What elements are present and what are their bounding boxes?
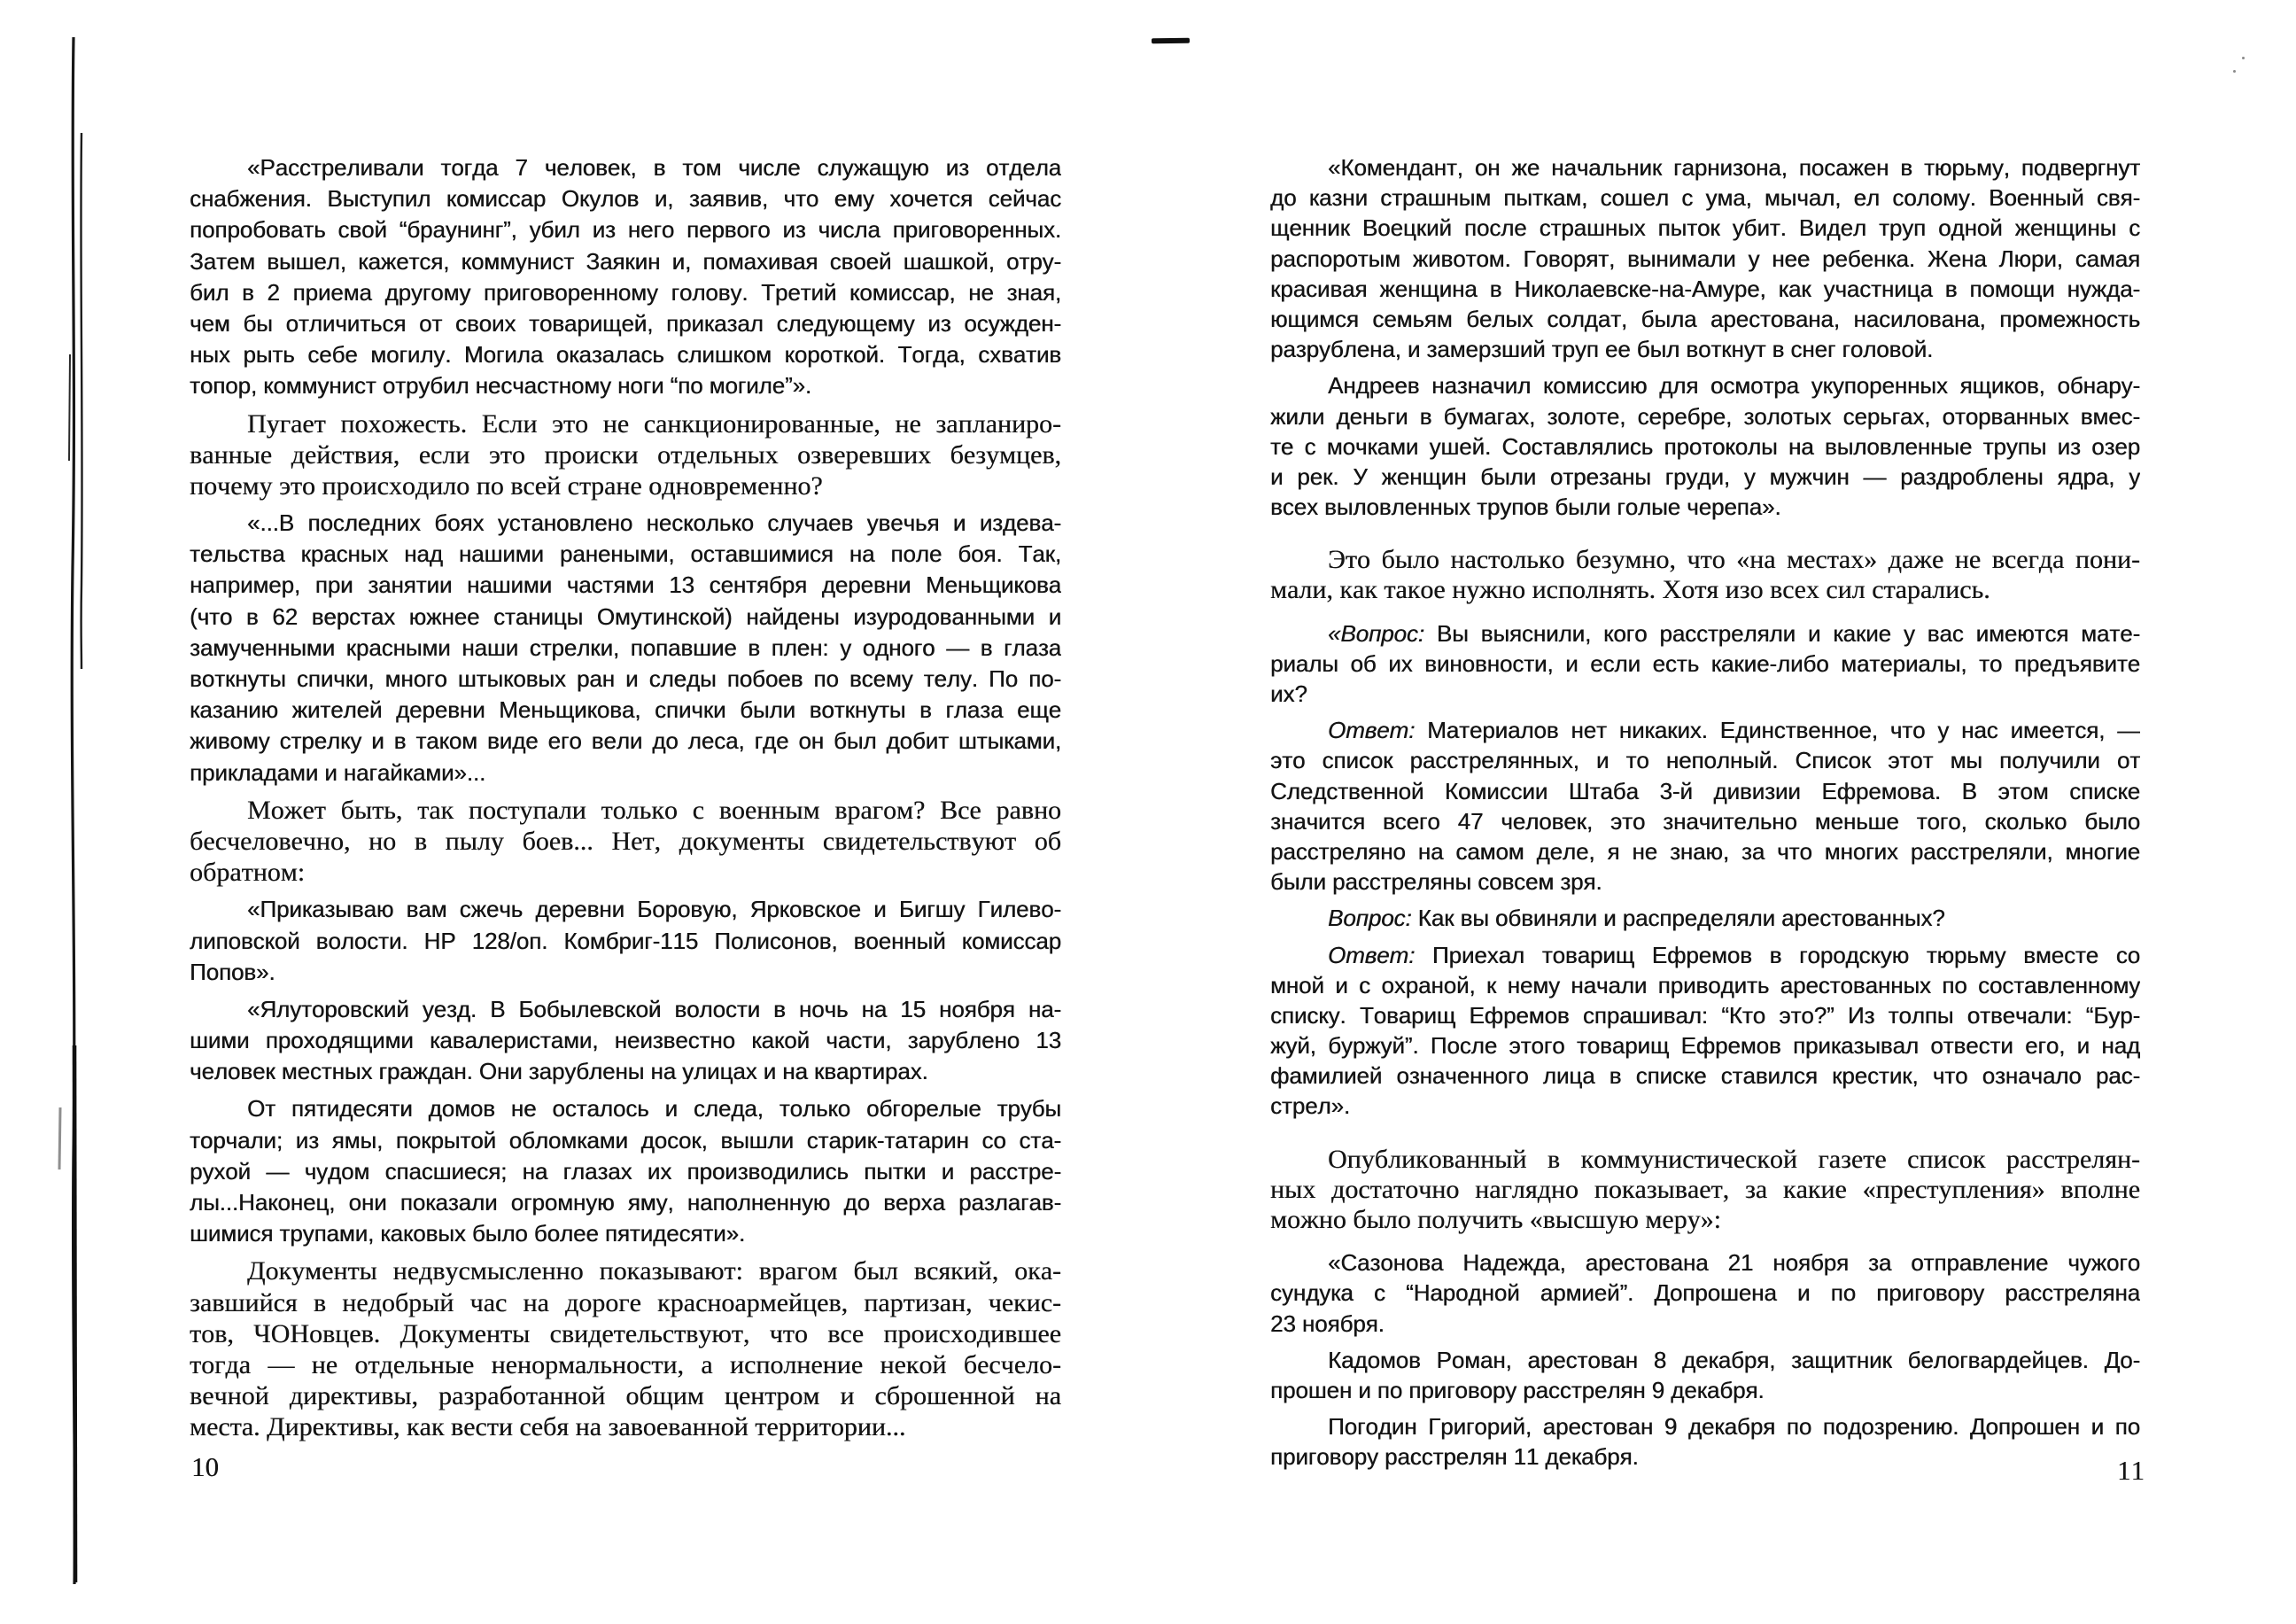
- text-line: «Сазонова Надежда, арестована 21 ноября за отправление чужого: [1328, 1249, 2140, 1277]
- paragraph-case-sazonova: [1270, 1247, 2140, 1339]
- page-number-left: 10: [191, 1451, 219, 1482]
- text-line: Затем вышел, кажется, коммунист Заякин и, помахивая своей шашкой, отру-: [190, 247, 1061, 275]
- text-line: можно было получить «высшую меру»:: [1270, 1205, 1721, 1234]
- paragraph-answer-list: [1270, 715, 2140, 897]
- text-line: до казни страшным пыткам, сошел с ума, мычал, ел солому. Военный свя-: [1270, 184, 2140, 212]
- text-line: почему это происходило по всей стране одновременно?: [190, 470, 823, 501]
- text-line: «Приказываю вам сжечь деревни Боровую, Ярковское и Бигшу Гилево-: [247, 896, 1061, 923]
- text-line: риалы об их виновности, и если есть какие-либо материалы, то предъявите: [1270, 649, 2140, 677]
- text-line: вечной директивы, разработанной общим центром и сброшенной на: [190, 1381, 1061, 1411]
- text-line: прошен и по приговору расстрелян 9 декабря.: [1270, 1376, 1765, 1403]
- text-line: От пятидесяти домов не осталось и следа, только обгорелые трубы: [247, 1095, 1061, 1123]
- text-line: сундука с “Народной армией”. Допрошена и по приговору расстреляна: [1270, 1279, 2140, 1307]
- text-line: и рек. У женщин были отрезаны груди, у мужчин — раздроблены ядра, у: [1270, 462, 2140, 490]
- text-line: Попов».: [190, 958, 275, 985]
- text-line: торчали; из ямы, покрытой обломками досок, вышли старик-татарин со ста-: [190, 1126, 1061, 1154]
- scan-binding-line: [0, 0, 115, 1624]
- text-line: это список расстрелянных, и то неполный. Список этот мы получили от: [1270, 747, 2140, 774]
- text-line: шими проходящими кавалеристами, неизвестно какой части, зарублено 13: [190, 1027, 1061, 1054]
- paragraph-quote-mutilations: [190, 508, 1061, 789]
- text-line: тогда — не отдельные ненормальности, а исполнение некой бесчело-: [190, 1349, 1061, 1379]
- text-line: мали, как такое нужно исполнять. Хотя изо всех сил старались.: [1270, 575, 1990, 605]
- text-line: жили деньги в бумагах, золоте, серебре, золотых серьгах, оторванных вмес-: [1270, 402, 2140, 430]
- text-line: «Вопрос: Вы выяснили, кого расстреляли и какие у вас имеются мате-: [1328, 619, 2140, 647]
- text-line: воткнуты спички, много штыковых ран и следы побоев по всему телу. По по-: [190, 665, 1061, 692]
- text-line: стрел».: [1270, 1092, 1350, 1120]
- text-line: «Расстреливали тогда 7 человек, в том числе служащую из отдела: [247, 154, 1061, 181]
- text-line: Это было настолько безумно, что «на местах» даже не всегда пони-: [1328, 545, 2140, 575]
- text-line: расстреляно на самом деле, я не знаю, за что многих расстреляли, многие: [1270, 837, 2140, 865]
- paragraph-quote-andreev: [1270, 370, 2140, 522]
- text-line: топор, коммунист отрубил несчастному ноги “по могиле”».: [190, 372, 811, 400]
- scan-speck: [2242, 57, 2245, 59]
- paragraph-comment-madness: [1270, 545, 2140, 605]
- text-line: тельства красных над нашими ранеными, оставшимися на поле боя. Так,: [190, 540, 1061, 568]
- text-line: попробовать свой “браунинг”, убил из него первого из числа приговоренных.: [190, 216, 1061, 244]
- text-line: рухой — чудом спасшиеся; на глазах их производились пытки и расстре-: [190, 1157, 1061, 1185]
- paragraph-question-accusations: [1270, 903, 2140, 933]
- text-line: Следственной Комиссии Штаба 3-й дивизии Ефремова. В этом списке: [1270, 777, 2140, 804]
- text-line: бесчеловечно, но в пылу боев... Нет, документы свидетельствуют об: [190, 826, 1061, 856]
- text-line: Погодин Григорий, арестован 9 декабря по подозрению. Допрошен и по: [1328, 1413, 2140, 1441]
- text-line: «Ялуторовский уезд. В Бобылевской волости в ночь на 15 ноября на-: [247, 995, 1061, 1022]
- paragraph-comment-directive: [190, 1255, 1061, 1442]
- text-line: лы...Наконец, они показали огромную яму, наполненную до верха разлагав-: [190, 1189, 1061, 1216]
- text-line: (что в 62 верстах южнее станицы Омутинской) найдены изуродованными и: [190, 602, 1061, 630]
- text-line: их?: [1270, 680, 1307, 707]
- paragraph-quote-burned-village: [190, 1093, 1061, 1249]
- text-line: прикладами и нагайками»...: [190, 758, 486, 786]
- text-line: Андреев назначил комиссию для осмотра укупоренных ящиков, обнару-: [1328, 372, 2140, 400]
- text-line: липовской волости. НР 128/оп. Комбриг-115 Полисонов, военный комиссар: [190, 927, 1061, 954]
- text-line: Кадомов Роман, арестован 8 декабря, защитник белогвардейцев. До-: [1328, 1346, 2140, 1373]
- text-line: жуй, буржуй”. После этого товарищ Ефремов приказывал отвести его, и над: [1270, 1032, 2140, 1060]
- text-line: те с мочками ушей. Составлялись протоколы на выловленные трупы из озер: [1270, 432, 2140, 460]
- text-line: места. Директивы, как вести себя на завоеванной территории...: [190, 1412, 906, 1442]
- text-line: распоротым животом. Говорят, вынимали у нее ребенка. Жена Люри, самая: [1270, 245, 2140, 272]
- text-line: Ответ: Материалов нет никаких. Единственное, что у нас имеется, —: [1328, 717, 2140, 744]
- text-line: ющимся семьям белых солдат, была арестована, насилована, промежность: [1270, 305, 2140, 332]
- text-line: человек местных граждан. Они зарублены на улицах и на квартирах.: [190, 1058, 928, 1085]
- text-line: снабжения. Выступил комиссар Окулов и, заявив, что ему хочется сейчас: [190, 185, 1061, 213]
- text-line: тов, ЧОНовцев. Документы свидетельствуют, что все происходившее: [190, 1318, 1061, 1348]
- scan-mark-dash: [1152, 38, 1190, 44]
- text-line: Может быть, так поступали только с военным врагом? Все равно: [247, 795, 1061, 825]
- text-line: Вопрос: Как вы обвиняли и распределяли арестованных?: [1328, 905, 1945, 932]
- text-line: обратном:: [190, 858, 306, 888]
- text-line: ных рыть себе могилу. Могила оказалась слишком короткой. Тогда, схватив: [190, 341, 1061, 369]
- text-line: «Комендант, он же начальник гарнизона, посажен в тюрьму, подвергнут: [1328, 154, 2140, 181]
- text-line: ванные действия, если это происки отдельных озверевших безумцев,: [190, 439, 1061, 470]
- text-line: «...В последних боях установлено несколько случаев увечья и издева-: [247, 509, 1061, 537]
- text-line: значится всего 47 человек, это значительно меньше того, сколько было: [1270, 807, 2140, 835]
- text-line: фамилией означенного лица в списке ставился крестик, что означало рас-: [1270, 1062, 2140, 1090]
- right-page-text-column: [1270, 152, 2140, 1472]
- text-line: всех выловленных трупов были голые черепа».: [1270, 493, 1781, 521]
- text-line: приговору расстрелян 11 декабря.: [1270, 1443, 1639, 1471]
- text-line: щенник Воецкий после страшных пыток убит. Видел труп одной женщины с: [1270, 214, 2140, 242]
- paragraph-case-pogodin: [1270, 1411, 2140, 1472]
- paragraph-comment-published-list: [1270, 1145, 2140, 1236]
- text-line: завшийся в недобрый час на дороге красноармейцев, партизан, чекис-: [190, 1287, 1061, 1317]
- text-line: мной и с охраной, к нему начали приводить арестованных по составленному: [1270, 971, 2140, 998]
- text-line: чем бы отличиться от своих товарищей, приказал следующему из осужден-: [190, 309, 1061, 337]
- text-line: шимися трупами, каковых было более пятидесяти».: [190, 1220, 746, 1247]
- paragraph-question-materials: [1270, 618, 2140, 710]
- paragraph-case-kadomov: [1270, 1345, 2140, 1405]
- page-number-right: 11: [2117, 1455, 2145, 1486]
- text-line: 23 ноября.: [1270, 1309, 1385, 1337]
- paragraph-quote-commandant: [1270, 152, 2140, 364]
- text-line: Пугает похожесть. Если это не санкционированные, не запланиро-: [247, 408, 1061, 439]
- text-line: списку. Товарищ Ефремов спрашивал: “Кто это?” Из толпы отвечали: “Бур-: [1270, 1001, 2140, 1029]
- text-line: Ответ: Приехал товарищ Ефремов в городскую тюрьму вместе со: [1328, 941, 2140, 968]
- text-line: красивая женщина в Николаевске-на-Амуре, как участница в помощи нужда-: [1270, 275, 2140, 302]
- text-line: живому стрелку и в таком виде его вели до леса, где он был добит штыками,: [190, 727, 1061, 755]
- text-line: разрублена, и замерзший труп ее был воткнут в снег головой.: [1270, 336, 1934, 363]
- scan-speck: [2233, 70, 2236, 73]
- text-line: бил в 2 приема другому приговоренному голову. Третий комиссар, не зная,: [190, 278, 1061, 306]
- paragraph-quote-burn-order: [190, 894, 1061, 988]
- paragraph-quote-executions: [190, 152, 1061, 402]
- paragraph-comment-enemy: [190, 795, 1061, 889]
- paragraph-quote-yalutorovsk: [190, 994, 1061, 1088]
- paragraph-answer-efremov: [1270, 940, 2140, 1122]
- left-page-text-column: [190, 152, 1061, 1443]
- text-line: ных достаточно наглядно показывает, за какие «преступления» вполне: [1270, 1174, 2140, 1204]
- text-line: Опубликованный в коммунистической газете список расстрелян-: [1328, 1144, 2140, 1174]
- text-line: были расстреляны совсем зря.: [1270, 868, 1602, 896]
- paragraph-comment-similarity: [190, 408, 1061, 502]
- text-line: замученными красными наши стрелки, попавшие в плен: у одного — в глаза: [190, 633, 1061, 661]
- text-line: Документы недвусмысленно показывают: врагом был всякий, ока-: [247, 1256, 1061, 1286]
- text-line: казанию жителей деревни Меньщикова, спички были воткнуты в глаза еще: [190, 696, 1061, 724]
- text-line: например, при занятии нашими частями 13 сентября деревни Меньщикова: [190, 571, 1061, 599]
